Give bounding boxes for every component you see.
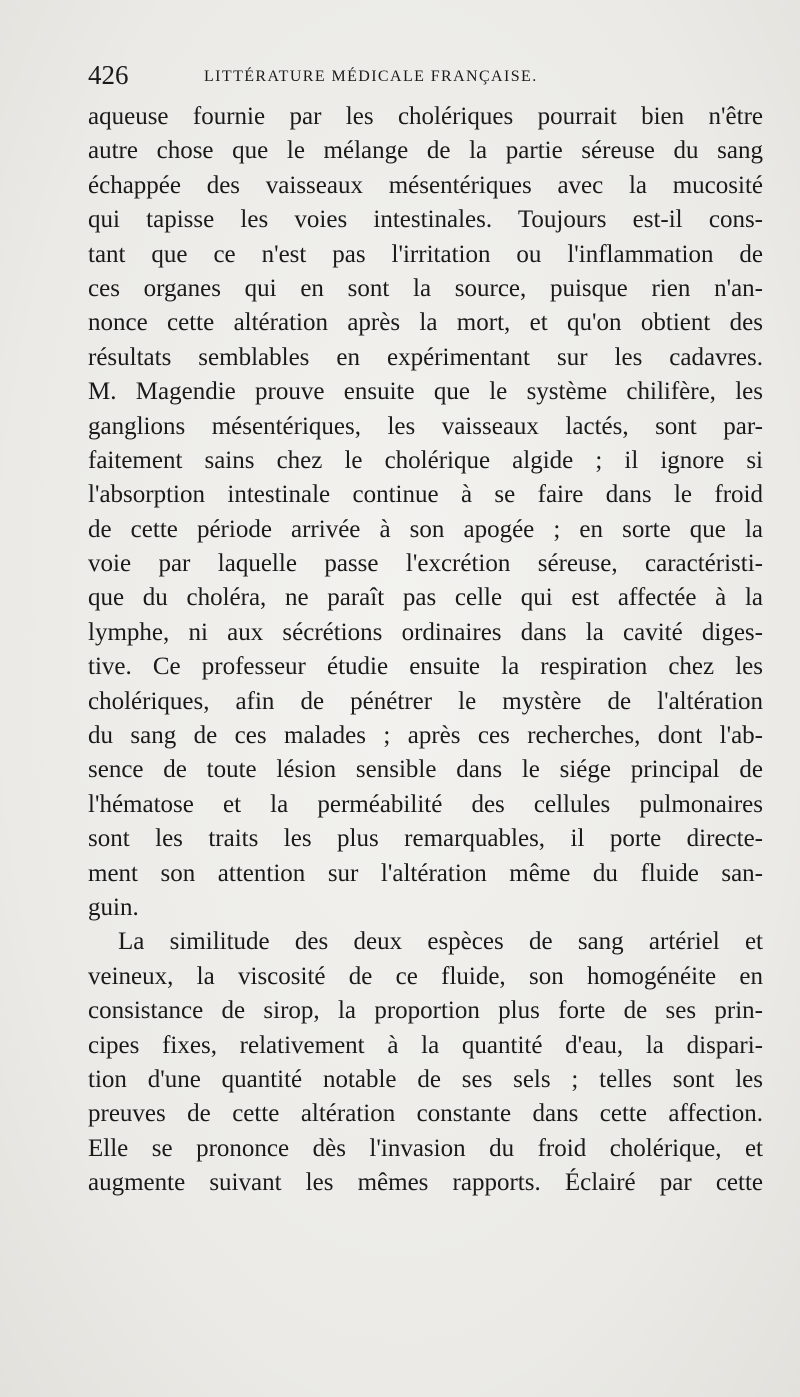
running-title: LITTÉRATURE MÉDICALE FRANÇAISE.	[204, 68, 538, 85]
paragraph-2	[88, 925, 763, 1200]
text-line: ment son attention sur l'altération même du fluide san-	[88, 859, 763, 887]
page-header	[88, 58, 768, 92]
text-line: que du choléra, ne paraît pas celle qui est affectée à la	[88, 584, 763, 612]
text-line: cholériques, afin de pénétrer le mystère de l'altération	[88, 687, 763, 715]
text-line: ganglions mésentériques, les vaisseaux lactés, sont par-	[88, 412, 763, 440]
text-line: guin.	[88, 893, 139, 921]
text-line: autre chose que le mélange de la partie séreuse du sang	[88, 137, 763, 165]
text-line: aqueuse fournie par les cholériques pourrait bien n'être	[88, 103, 763, 130]
text-line: sont les traits les plus remarquables, il porte directe-	[88, 825, 763, 853]
text-line: l'absorption intestinale continue à se faire dans le froid	[88, 481, 763, 509]
text-line: sence de toute lésion sensible dans le siége principal de	[88, 756, 763, 784]
text-line: augmente suivant les mêmes rapports. Éclairé par cette	[88, 1169, 763, 1197]
text-line: M. Magendie prouve ensuite que le système chilifère, les	[88, 378, 763, 406]
text-line: faitement sains chez le cholérique algide ; il ignore si	[88, 446, 763, 474]
text-line: preuves de cette altération constante dans cette affection.	[88, 1100, 763, 1128]
text-line: du sang de ces malades ; après ces recherches, dont l'ab-	[88, 722, 763, 750]
text-line: lymphe, ni aux sécrétions ordinaires dans la cavité diges-	[88, 618, 763, 646]
text-line: tive. Ce professeur étudie ensuite la respiration chez les	[88, 653, 763, 681]
body-text	[88, 100, 763, 1201]
text-line: qui tapisse les voies intestinales. Toujours est-il cons-	[88, 206, 763, 234]
text-line: voie par laquelle passe l'excrétion séreuse, caractéristi-	[88, 550, 763, 578]
text-line: cipes fixes, relativement à la quantité d'eau, la dispari-	[88, 1031, 763, 1059]
text-line: consistance de sirop, la proportion plus forte de ses prin-	[88, 997, 763, 1025]
text-line: tion d'une quantité notable de ses sels ; telles sont les	[88, 1065, 763, 1093]
text-line: veineux, la viscosité de ce fluide, son homogénéite en	[88, 962, 763, 990]
paragraph-1	[88, 100, 763, 925]
text-line: La similitude des deux espèces de sang artériel et	[118, 928, 763, 956]
text-line: nonce cette altération après la mort, et qu'on obtient des	[88, 309, 763, 337]
text-line: Elle se prononce dès l'invasion du froid cholérique, et	[88, 1134, 763, 1162]
text-line: de cette période arrivée à son apogée ; en sorte que la	[88, 515, 763, 543]
text-line: l'hématose et la perméabilité des cellules pulmonaires	[88, 790, 763, 818]
page-number: 426	[88, 60, 129, 90]
text-line: résultats semblables en expérimentant sur les cadavres.	[88, 343, 763, 371]
text-line: échappée des vaisseaux mésentériques avec la mucosité	[88, 171, 763, 199]
text-line: ces organes qui en sont la source, puisque rien n'an-	[88, 274, 763, 302]
text-line: tant que ce n'est pas l'irritation ou l'inflammation de	[88, 240, 763, 268]
